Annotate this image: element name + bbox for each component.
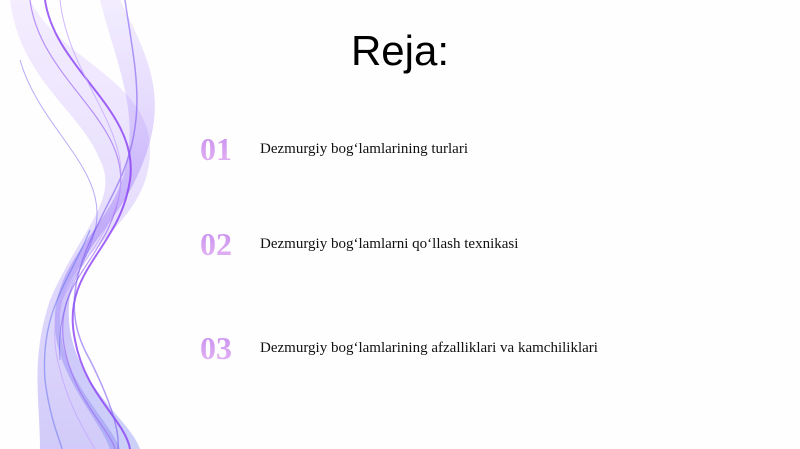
agenda-item	[200, 226, 760, 266]
agenda-item-text: Dezmurgiy bog‘lamlarining turlari	[260, 141, 469, 157]
agenda-item-number: 03	[200, 330, 255, 366]
agenda-item-number: 02	[200, 226, 255, 262]
agenda-item-number: 01	[200, 131, 255, 167]
agenda-item-text: Dezmurgiy bog‘lamlarining afzalliklari va kamchiliklari	[260, 340, 598, 356]
slide-title: Reja:	[350, 27, 450, 74]
purple-smoke-ribbon-decoration	[0, 0, 200, 449]
agenda-item	[200, 131, 760, 171]
agenda-item-text: Dezmurgiy bog‘lamlarni qo‘llash texnikasi	[260, 236, 519, 252]
agenda-item	[200, 330, 760, 370]
